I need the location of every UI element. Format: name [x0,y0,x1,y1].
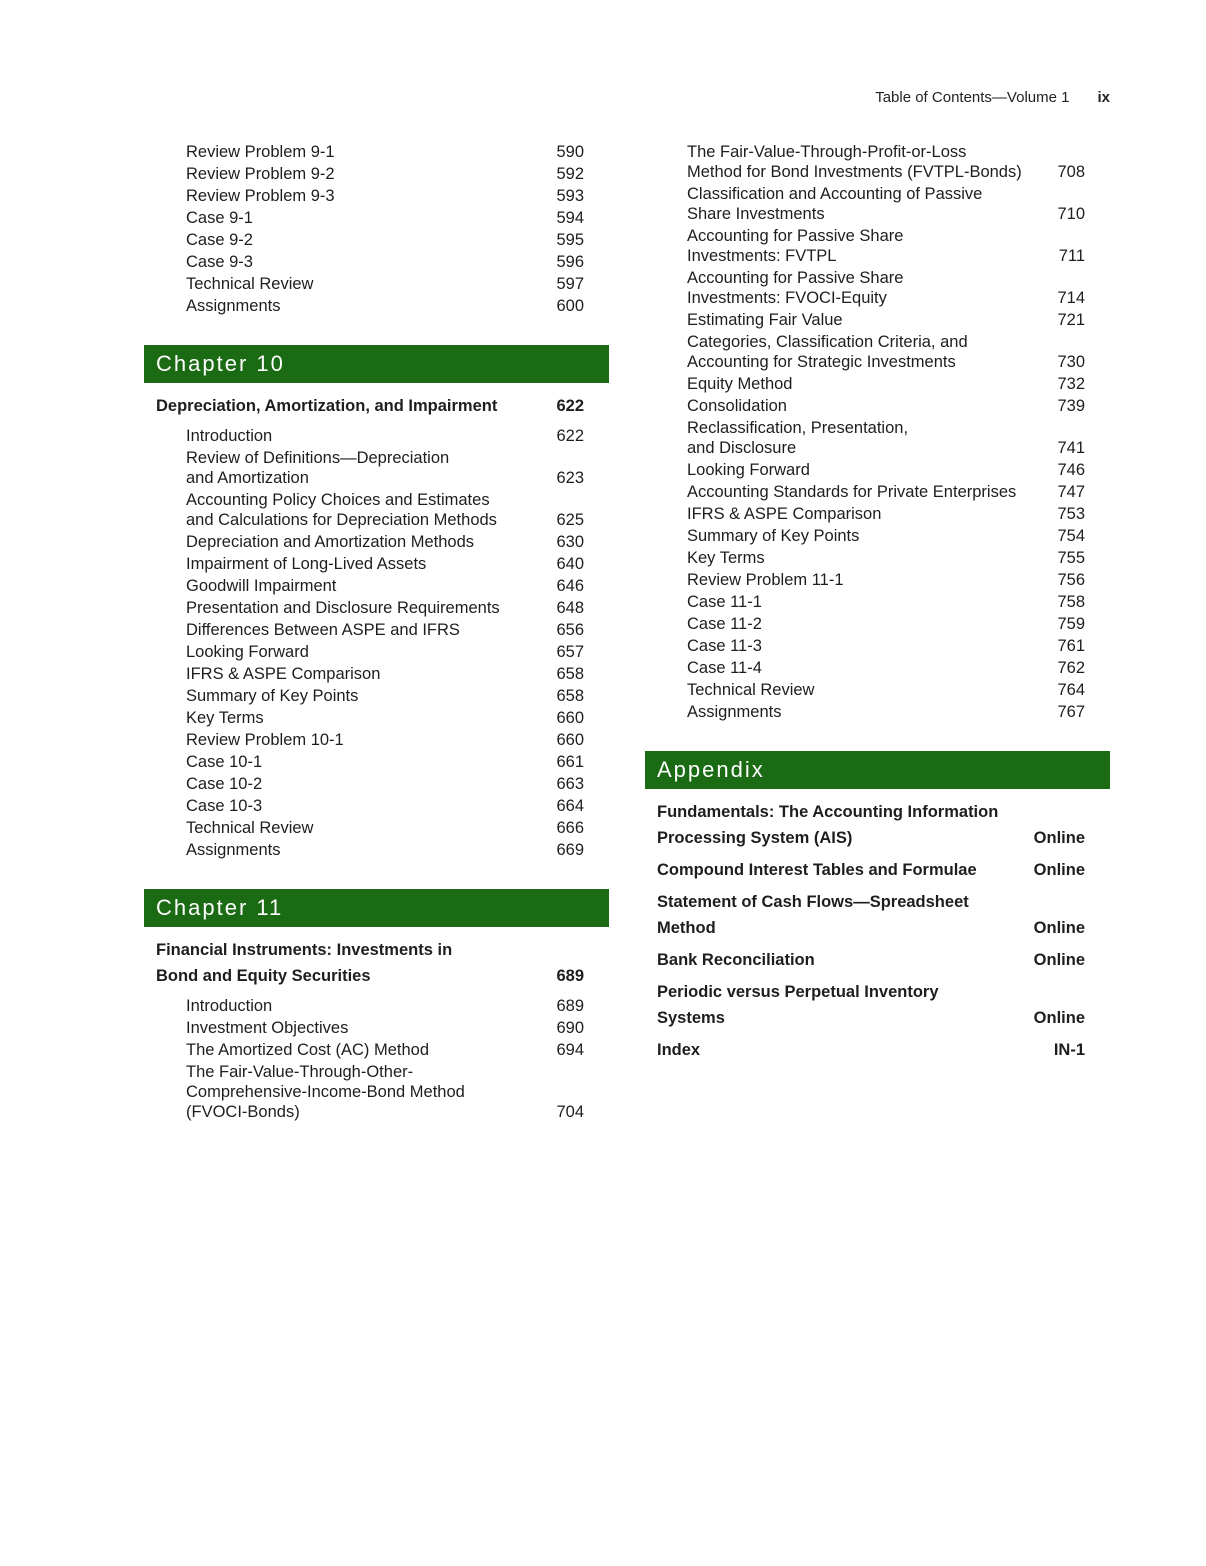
chapter11-title: Financial Instruments: Investments in Bond and Equity Securities [156,941,453,985]
toc-entry[interactable] [645,395,1110,417]
running-head [875,89,1110,106]
toc-entry-page: 623 [556,469,584,487]
toc-entry[interactable] [144,597,609,619]
toc-entry[interactable] [144,619,609,641]
toc-entry[interactable] [144,207,609,229]
toc-entry-page: 658 [556,665,584,683]
toc-entry-page: 689 [556,997,584,1015]
toc-entry-page: 730 [1057,353,1085,371]
toc-entry[interactable] [144,795,609,817]
chapter9-continued-list [144,141,609,317]
toc-entry-title: Technical Review [186,819,314,837]
toc-entry-title: Looking Forward [687,461,810,479]
toc-entry-page: 594 [556,209,584,227]
toc-entry-page: 755 [1057,549,1085,567]
toc-entry[interactable] [645,267,1110,309]
toc-entry-title: Equity Method [687,375,793,393]
appendix-entry[interactable] [645,889,1110,941]
appendix-entry-page: Online [1033,829,1085,847]
toc-entry[interactable] [144,641,609,663]
chapter10-title: Depreciation, Amortization, and Impairment [156,397,498,415]
toc-entry[interactable] [144,1039,609,1061]
toc-entry-title: IFRS & ASPE Comparison [186,665,381,683]
toc-entry-title: Reclassification, Presentation, and Disclosure [687,419,909,457]
toc-entry-title: Case 10-2 [186,775,263,793]
running-head-text: Table of Contents—Volume 1 [875,89,1070,106]
toc-entry-title: Review Problem 9-1 [186,143,335,161]
toc-entry-page: 690 [556,1019,584,1037]
toc-entry[interactable] [144,1061,609,1123]
toc-entry-title: Review of Definitions—Depreciation and Amortization [186,449,450,487]
toc-entry-page: 721 [1057,311,1085,329]
appendix-heading-bar: Appendix [645,751,1110,789]
appendix-entry[interactable] [645,857,1110,883]
toc-entry-page: 710 [1057,205,1085,223]
chapter10-title-row[interactable] [144,393,609,419]
toc-entry-page: 666 [556,819,584,837]
appendix-entry-title: Periodic versus Perpetual Inventory Systems [657,983,939,1027]
toc-entry-title: Technical Review [186,275,314,293]
toc-entry-title: Case 9-3 [186,253,253,271]
chapter11-heading-bar: Chapter 11 [144,889,609,927]
toc-entry[interactable] [645,569,1110,591]
toc-entry-title: Case 9-1 [186,209,253,227]
toc-entry-page: 732 [1057,375,1085,393]
chapter10-entry-list [144,425,609,861]
toc-entry-page: 660 [556,709,584,727]
toc-entry-title: Assignments [687,703,782,721]
toc-entry-title: Assignments [186,297,281,315]
toc-entry-page: 658 [556,687,584,705]
toc-entry-page: 657 [556,643,584,661]
toc-entry[interactable] [645,613,1110,635]
toc-entry-page: 660 [556,731,584,749]
toc-entry-title: Classification and Accounting of Passive Share Investments [687,185,983,223]
toc-entry[interactable] [144,489,609,531]
toc-entry-page: 646 [556,577,584,595]
toc-entry-title: Depreciation and Amortization Methods [186,533,474,551]
toc-entry-title: Investment Objectives [186,1019,349,1037]
toc-entry[interactable] [144,553,609,575]
toc-entry[interactable] [144,773,609,795]
toc-entry-page: 759 [1057,615,1085,633]
appendix-entry[interactable] [645,1037,1110,1063]
toc-entry-page: 714 [1057,289,1085,307]
toc-entry-page: 597 [556,275,584,293]
toc-entry[interactable] [144,817,609,839]
toc-entry-page: 739 [1057,397,1085,415]
appendix-entry-list [645,799,1110,1063]
toc-entry[interactable] [645,635,1110,657]
toc-entry[interactable] [144,1017,609,1039]
toc-entry-page: 754 [1057,527,1085,545]
toc-entry-title: Case 10-3 [186,797,263,815]
appendix-entry-title: Fundamentals: The Accounting Information Processing System (AIS) [657,803,999,847]
toc-entry-page: 661 [556,753,584,771]
appendix-entry-title: Compound Interest Tables and Formulae [657,861,977,879]
toc-entry-page: 741 [1057,439,1085,457]
page-folio: ix [1097,89,1110,106]
toc-entry-title: Introduction [186,427,273,445]
toc-entry[interactable] [645,525,1110,547]
toc-entry-title: Review Problem 11-1 [687,571,844,589]
toc-entry-page: 630 [556,533,584,551]
toc-entry[interactable] [144,751,609,773]
toc-entry[interactable] [645,373,1110,395]
toc-entry-title: Impairment of Long-Lived Assets [186,555,427,573]
appendix-entry-title: Index [657,1041,701,1059]
toc-entry-title: Accounting for Passive Share Investments: FVOCI-Equity [687,269,904,307]
appendix-entry[interactable] [645,799,1110,851]
chapter11-title-row[interactable] [144,937,609,989]
toc-entry-page: 669 [556,841,584,859]
toc-entry-page: 753 [1057,505,1085,523]
toc-entry-page: 694 [556,1041,584,1059]
toc-entry[interactable] [645,459,1110,481]
appendix-entry-page: Online [1033,919,1085,937]
chapter10-heading-bar: Chapter 10 [144,345,609,383]
toc-entry-page: 704 [556,1103,584,1121]
toc-entry[interactable] [645,225,1110,267]
toc-entry-page: 758 [1057,593,1085,611]
toc-entry-title: Differences Between ASPE and IFRS [186,621,460,639]
toc-entry[interactable] [144,707,609,729]
toc-entry-title: Introduction [186,997,273,1015]
toc-entry-title: Review Problem 9-2 [186,165,335,183]
toc-entry[interactable] [645,141,1110,183]
toc-entry-page: 595 [556,231,584,249]
toc-entry[interactable] [645,657,1110,679]
toc-entry[interactable] [645,701,1110,723]
toc-entry-title: IFRS & ASPE Comparison [687,505,882,523]
toc-entry-page: 625 [556,511,584,529]
chapter11-entry-list [144,995,609,1123]
toc-entry-page: 592 [556,165,584,183]
toc-entry-title: Case 11-1 [687,593,762,611]
toc-entry[interactable] [144,295,609,317]
toc-entry[interactable] [645,547,1110,569]
toc-entry-title: Case 11-3 [687,637,762,655]
toc-entry-title: Case 10-1 [186,753,263,771]
toc-entry-title: Estimating Fair Value [687,311,843,329]
toc-entry[interactable] [144,141,609,163]
toc-entry-title: Summary of Key Points [687,527,860,545]
appendix-entry[interactable] [645,947,1110,973]
toc-entry-title: Case 9-2 [186,231,253,249]
toc-entry-title: Assignments [186,841,281,859]
toc-entry[interactable] [144,273,609,295]
toc-entry[interactable] [645,309,1110,331]
toc-entry-page: 708 [1057,163,1085,181]
toc-entry-page: 746 [1057,461,1085,479]
toc-entry-title: The Fair-Value-Through-Profit-or-Loss Method for Bond Investments (FVTPL-Bonds) [687,143,1022,181]
toc-entry[interactable] [144,447,609,489]
toc-entry-page: 593 [556,187,584,205]
toc-entry-title: Consolidation [687,397,787,415]
toc-entry[interactable] [645,679,1110,701]
toc-entry-title: Review Problem 9-3 [186,187,335,205]
toc-entry[interactable] [144,531,609,553]
toc-entry[interactable] [144,839,609,861]
toc-entry-title: Goodwill Impairment [186,577,337,595]
toc-entry-page: 622 [556,427,584,445]
appendix-entry-page: Online [1033,1009,1085,1027]
toc-entry-page: 640 [556,555,584,573]
toc-entry-page: 590 [556,143,584,161]
chapter11-page: 689 [556,967,584,985]
appendix-entry-title: Bank Reconciliation [657,951,815,969]
toc-entry-page: 664 [556,797,584,815]
toc-entry-page: 761 [1057,637,1085,655]
appendix-entry-page: IN-1 [1053,1041,1085,1059]
toc-entry-title: Technical Review [687,681,815,699]
appendix-entry-title: Statement of Cash Flows—Spreadsheet Method [657,893,969,937]
toc-entry-title: Accounting for Passive Share Investments: FVTPL [687,227,904,265]
toc-entry-page: 747 [1057,483,1085,501]
toc-entry-page: 767 [1057,703,1085,721]
toc-entry[interactable] [144,995,609,1017]
toc-entry-title: The Amortized Cost (AC) Method [186,1041,430,1059]
toc-entry-title: Case 11-4 [687,659,762,677]
toc-right-column [645,141,1110,1069]
toc-entry[interactable] [645,417,1110,459]
toc-entry-title: Accounting Standards for Private Enterprises [687,483,1017,501]
toc-entry[interactable] [144,229,609,251]
toc-entry-page: 764 [1057,681,1085,699]
toc-entry[interactable] [144,251,609,273]
toc-entry[interactable] [144,163,609,185]
toc-entry-title: Accounting Policy Choices and Estimates and Calculations for Depreciation Methods [186,491,497,529]
appendix-entry-page: Online [1033,861,1085,879]
chapter10-page: 622 [556,397,584,415]
toc-entry-page: 648 [556,599,584,617]
toc-entry[interactable] [645,503,1110,525]
toc-entry-title: Key Terms [186,709,264,727]
toc-entry[interactable] [645,591,1110,613]
toc-entry[interactable] [144,663,609,685]
toc-entry[interactable] [144,575,609,597]
toc-left-column [144,141,609,1123]
toc-entry-page: 756 [1057,571,1085,589]
toc-entry[interactable] [645,183,1110,225]
toc-entry-title: The Fair-Value-Through-Other- Comprehensive-Income-Bond Method (FVOCI-Bonds) [186,1063,465,1121]
appendix-entry-page: Online [1033,951,1085,969]
toc-entry-title: Summary of Key Points [186,687,359,705]
toc-entry[interactable] [645,481,1110,503]
toc-entry[interactable] [144,685,609,707]
toc-entry[interactable] [144,729,609,751]
toc-entry[interactable] [144,425,609,447]
toc-entry-title: Case 11-2 [687,615,762,633]
toc-entry[interactable] [645,331,1110,373]
toc-entry-title: Key Terms [687,549,765,567]
toc-entry-title: Review Problem 10-1 [186,731,344,749]
toc-entry-title: Presentation and Disclosure Requirements [186,599,500,617]
toc-entry-title: Looking Forward [186,643,309,661]
toc-entry-title: Categories, Classification Criteria, and Accounting for Strategic Investments [687,333,968,371]
toc-entry-page: 596 [556,253,584,271]
chapter11-continued-list [645,141,1110,723]
toc-entry[interactable] [144,185,609,207]
toc-entry-page: 663 [556,775,584,793]
toc-entry-page: 600 [556,297,584,315]
toc-entry-page: 762 [1057,659,1085,677]
toc-entry-page: 656 [556,621,584,639]
toc-entry-page: 711 [1058,247,1085,265]
appendix-entry[interactable] [645,979,1110,1031]
